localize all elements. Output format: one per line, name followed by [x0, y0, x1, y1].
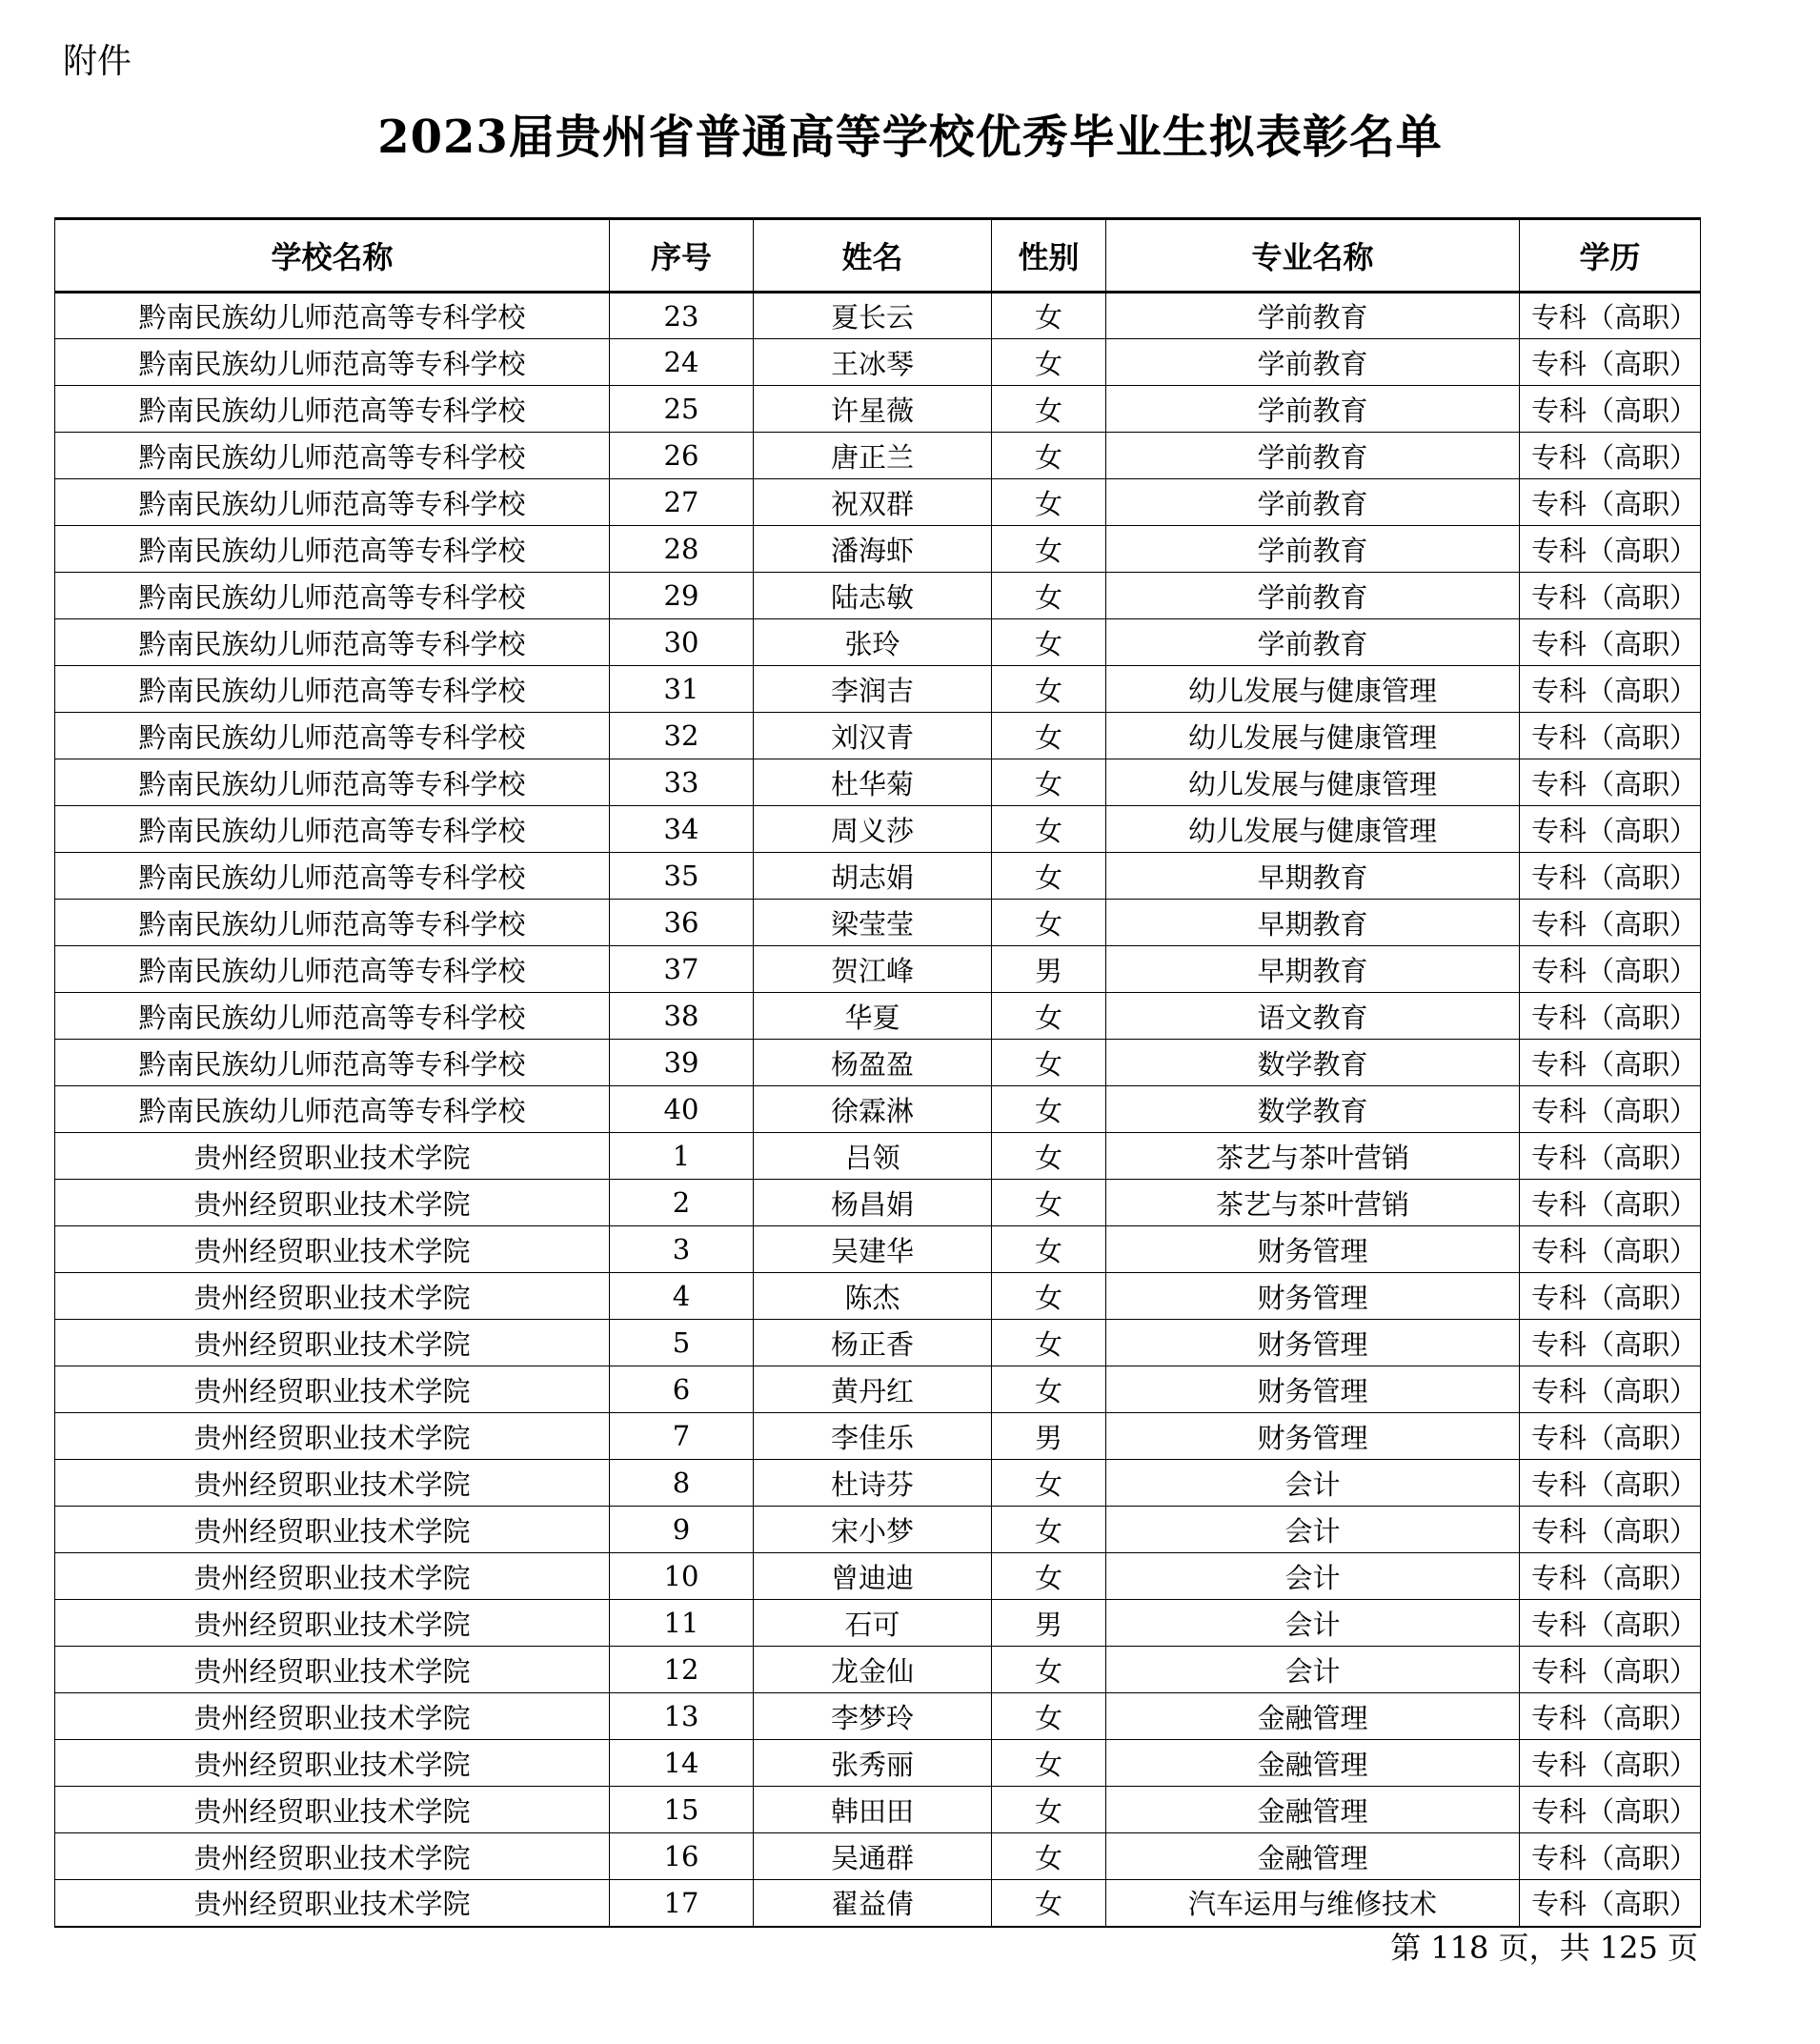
header-degree: 学历	[1520, 219, 1701, 293]
table-body	[55, 293, 1701, 1927]
cell-name: 潘海虾	[754, 526, 992, 573]
table-row	[55, 759, 1701, 806]
cell-serial-no: 2	[610, 1180, 754, 1226]
table-row	[55, 900, 1701, 946]
table-row	[55, 433, 1701, 479]
cell-serial-no: 8	[610, 1460, 754, 1507]
header-school: 学校名称	[55, 219, 610, 293]
cell-school: 贵州经贸职业技术学院	[55, 1273, 610, 1320]
cell-gender: 男	[992, 1413, 1106, 1460]
cell-gender: 女	[992, 573, 1106, 619]
cell-school: 黔南民族幼儿师范高等专科学校	[55, 339, 610, 386]
cell-major: 幼儿发展与健康管理	[1106, 713, 1520, 759]
cell-school: 黔南民族幼儿师范高等专科学校	[55, 853, 610, 900]
cell-degree: 专科（高职）	[1520, 1413, 1701, 1460]
table-row	[55, 1086, 1701, 1133]
cell-school: 贵州经贸职业技术学院	[55, 1460, 610, 1507]
header-row	[55, 219, 1701, 293]
cell-degree: 专科（高职）	[1520, 946, 1701, 993]
cell-degree: 专科（高职）	[1520, 1086, 1701, 1133]
cell-gender: 女	[992, 1833, 1106, 1880]
cell-school: 贵州经贸职业技术学院	[55, 1600, 610, 1647]
cell-school: 贵州经贸职业技术学院	[55, 1133, 610, 1180]
table-row	[55, 1180, 1701, 1226]
cell-gender: 女	[992, 1133, 1106, 1180]
cell-major: 金融管理	[1106, 1787, 1520, 1833]
cell-gender: 女	[992, 1693, 1106, 1740]
cell-degree: 专科（高职）	[1520, 759, 1701, 806]
cell-school: 黔南民族幼儿师范高等专科学校	[55, 1040, 610, 1086]
cell-name: 陈杰	[754, 1273, 992, 1320]
cell-major: 语文教育	[1106, 993, 1520, 1040]
cell-serial-no: 29	[610, 573, 754, 619]
cell-school: 贵州经贸职业技术学院	[55, 1553, 610, 1600]
table-header	[55, 219, 1701, 293]
cell-serial-no: 40	[610, 1086, 754, 1133]
cell-school: 黔南民族幼儿师范高等专科学校	[55, 993, 610, 1040]
cell-serial-no: 7	[610, 1413, 754, 1460]
cell-serial-no: 13	[610, 1693, 754, 1740]
table-row	[55, 666, 1701, 713]
cell-gender: 女	[992, 666, 1106, 713]
cell-school: 贵州经贸职业技术学院	[55, 1413, 610, 1460]
cell-major: 金融管理	[1106, 1833, 1520, 1880]
cell-degree: 专科（高职）	[1520, 293, 1701, 339]
cell-name: 吕领	[754, 1133, 992, 1180]
cell-gender: 男	[992, 1600, 1106, 1647]
cell-gender: 男	[992, 946, 1106, 993]
cell-degree: 专科（高职）	[1520, 1226, 1701, 1273]
cell-major: 学前教育	[1106, 479, 1520, 526]
cell-degree: 专科（高职）	[1520, 1180, 1701, 1226]
cell-serial-no: 11	[610, 1600, 754, 1647]
cell-serial-no: 17	[610, 1880, 754, 1927]
cell-degree: 专科（高职）	[1520, 1787, 1701, 1833]
cell-major: 茶艺与茶叶营销	[1106, 1180, 1520, 1226]
cell-serial-no: 9	[610, 1507, 754, 1553]
cell-name: 宋小梦	[754, 1507, 992, 1553]
cell-name: 王冰琴	[754, 339, 992, 386]
cell-name: 吴建华	[754, 1226, 992, 1273]
cell-gender: 女	[992, 293, 1106, 339]
cell-serial-no: 16	[610, 1833, 754, 1880]
cell-major: 财务管理	[1106, 1320, 1520, 1366]
table-row	[55, 806, 1701, 853]
cell-degree: 专科（高职）	[1520, 1693, 1701, 1740]
cell-degree: 专科（高职）	[1520, 1553, 1701, 1600]
cell-school: 贵州经贸职业技术学院	[55, 1740, 610, 1787]
cell-school: 贵州经贸职业技术学院	[55, 1366, 610, 1413]
cell-school: 黔南民族幼儿师范高等专科学校	[55, 806, 610, 853]
cell-major: 汽车运用与维修技术	[1106, 1880, 1520, 1927]
cell-serial-no: 31	[610, 666, 754, 713]
cell-gender: 女	[992, 1086, 1106, 1133]
cell-gender: 女	[992, 526, 1106, 573]
cell-name: 许星薇	[754, 386, 992, 433]
table-row	[55, 339, 1701, 386]
table-row	[55, 713, 1701, 759]
table-row	[55, 1366, 1701, 1413]
cell-name: 唐正兰	[754, 433, 992, 479]
cell-major: 财务管理	[1106, 1413, 1520, 1460]
cell-gender: 女	[992, 853, 1106, 900]
cell-serial-no: 36	[610, 900, 754, 946]
cell-degree: 专科（高职）	[1520, 526, 1701, 573]
table-row	[55, 386, 1701, 433]
cell-school: 黔南民族幼儿师范高等专科学校	[55, 573, 610, 619]
cell-name: 韩田田	[754, 1787, 992, 1833]
cell-gender: 女	[992, 479, 1106, 526]
cell-degree: 专科（高职）	[1520, 1647, 1701, 1693]
cell-degree: 专科（高职）	[1520, 1320, 1701, 1366]
cell-major: 学前教育	[1106, 433, 1520, 479]
cell-serial-no: 14	[610, 1740, 754, 1787]
cell-major: 早期教育	[1106, 900, 1520, 946]
header-major: 专业名称	[1106, 219, 1520, 293]
cell-degree: 专科（高职）	[1520, 806, 1701, 853]
cell-name: 杜华菊	[754, 759, 992, 806]
cell-degree: 专科（高职）	[1520, 713, 1701, 759]
cell-school: 黔南民族幼儿师范高等专科学校	[55, 479, 610, 526]
cell-serial-no: 4	[610, 1273, 754, 1320]
cell-school: 贵州经贸职业技术学院	[55, 1180, 610, 1226]
cell-major: 财务管理	[1106, 1273, 1520, 1320]
cell-gender: 女	[992, 1507, 1106, 1553]
cell-serial-no: 10	[610, 1553, 754, 1600]
cell-major: 财务管理	[1106, 1366, 1520, 1413]
cell-major: 会计	[1106, 1600, 1520, 1647]
cell-degree: 专科（高职）	[1520, 666, 1701, 713]
cell-degree: 专科（高职）	[1520, 619, 1701, 666]
cell-school: 黔南民族幼儿师范高等专科学校	[55, 759, 610, 806]
cell-major: 学前教育	[1106, 619, 1520, 666]
cell-serial-no: 3	[610, 1226, 754, 1273]
cell-serial-no: 38	[610, 993, 754, 1040]
table-row	[55, 853, 1701, 900]
cell-gender: 女	[992, 1647, 1106, 1693]
table-row	[55, 1553, 1701, 1600]
header-name: 姓名	[754, 219, 992, 293]
cell-name: 李润吉	[754, 666, 992, 713]
cell-major: 学前教育	[1106, 386, 1520, 433]
cell-name: 曾迪迪	[754, 1553, 992, 1600]
cell-name: 张秀丽	[754, 1740, 992, 1787]
cell-degree: 专科（高职）	[1520, 900, 1701, 946]
cell-name: 翟益倩	[754, 1880, 992, 1927]
cell-name: 胡志娟	[754, 853, 992, 900]
cell-name: 贺江峰	[754, 946, 992, 993]
table-row	[55, 1507, 1701, 1553]
cell-degree: 专科（高职）	[1520, 993, 1701, 1040]
table-row	[55, 1740, 1701, 1787]
cell-school: 黔南民族幼儿师范高等专科学校	[55, 666, 610, 713]
cell-name: 刘汉青	[754, 713, 992, 759]
cell-major: 茶艺与茶叶营销	[1106, 1133, 1520, 1180]
cell-gender: 女	[992, 386, 1106, 433]
cell-school: 黔南民族幼儿师范高等专科学校	[55, 526, 610, 573]
document-title: 2023届贵州省普通高等学校优秀毕业生拟表彰名单	[377, 111, 1443, 164]
cell-serial-no: 6	[610, 1366, 754, 1413]
cell-degree: 专科（高职）	[1520, 1833, 1701, 1880]
cell-gender: 女	[992, 993, 1106, 1040]
cell-school: 黔南民族幼儿师范高等专科学校	[55, 900, 610, 946]
table-row	[55, 1880, 1701, 1927]
cell-degree: 专科（高职）	[1520, 1740, 1701, 1787]
cell-name: 李佳乐	[754, 1413, 992, 1460]
table-row	[55, 526, 1701, 573]
cell-serial-no: 30	[610, 619, 754, 666]
attachment-label: 附件	[63, 42, 132, 81]
cell-degree: 专科（高职）	[1520, 1460, 1701, 1507]
cell-degree: 专科（高职）	[1520, 1880, 1701, 1927]
cell-degree: 专科（高职）	[1520, 1133, 1701, 1180]
table-row	[55, 1320, 1701, 1366]
cell-degree: 专科（高职）	[1520, 1600, 1701, 1647]
cell-gender: 女	[992, 806, 1106, 853]
cell-gender: 女	[992, 1320, 1106, 1366]
table-row	[55, 573, 1701, 619]
cell-school: 黔南民族幼儿师范高等专科学校	[55, 946, 610, 993]
table-row	[55, 946, 1701, 993]
cell-gender: 女	[992, 1880, 1106, 1927]
table-row	[55, 1693, 1701, 1740]
cell-name: 张玲	[754, 619, 992, 666]
cell-name: 夏长云	[754, 293, 992, 339]
cell-degree: 专科（高职）	[1520, 339, 1701, 386]
cell-gender: 女	[992, 900, 1106, 946]
cell-major: 财务管理	[1106, 1226, 1520, 1273]
cell-major: 学前教育	[1106, 526, 1520, 573]
table-row	[55, 1226, 1701, 1273]
cell-school: 黔南民族幼儿师范高等专科学校	[55, 713, 610, 759]
table-row	[55, 1647, 1701, 1693]
page-number: 第 118 页，共 125 页	[1390, 1930, 1698, 1966]
cell-gender: 女	[992, 1740, 1106, 1787]
header-serial-no: 序号	[610, 219, 754, 293]
cell-school: 黔南民族幼儿师范高等专科学校	[55, 619, 610, 666]
cell-gender: 女	[992, 339, 1106, 386]
cell-school: 贵州经贸职业技术学院	[55, 1787, 610, 1833]
cell-serial-no: 34	[610, 806, 754, 853]
header-gender: 性别	[992, 219, 1106, 293]
cell-school: 黔南民族幼儿师范高等专科学校	[55, 1086, 610, 1133]
cell-gender: 女	[992, 1553, 1106, 1600]
cell-name: 杜诗芬	[754, 1460, 992, 1507]
cell-major: 学前教育	[1106, 339, 1520, 386]
cell-gender: 女	[992, 759, 1106, 806]
cell-name: 石可	[754, 1600, 992, 1647]
cell-degree: 专科（高职）	[1520, 386, 1701, 433]
cell-major: 数学教育	[1106, 1086, 1520, 1133]
cell-gender: 女	[992, 1040, 1106, 1086]
cell-degree: 专科（高职）	[1520, 1507, 1701, 1553]
cell-name: 陆志敏	[754, 573, 992, 619]
cell-degree: 专科（高职）	[1520, 573, 1701, 619]
cell-major: 金融管理	[1106, 1693, 1520, 1740]
cell-serial-no: 24	[610, 339, 754, 386]
table-row	[55, 1460, 1701, 1507]
table-row	[55, 619, 1701, 666]
cell-school: 贵州经贸职业技术学院	[55, 1226, 610, 1273]
cell-major: 会计	[1106, 1460, 1520, 1507]
cell-serial-no: 37	[610, 946, 754, 993]
cell-major: 学前教育	[1106, 293, 1520, 339]
cell-serial-no: 5	[610, 1320, 754, 1366]
cell-serial-no: 1	[610, 1133, 754, 1180]
cell-gender: 女	[992, 1226, 1106, 1273]
cell-major: 学前教育	[1106, 573, 1520, 619]
cell-gender: 女	[992, 619, 1106, 666]
cell-gender: 女	[992, 1460, 1106, 1507]
cell-degree: 专科（高职）	[1520, 1366, 1701, 1413]
cell-gender: 女	[992, 1273, 1106, 1320]
cell-school: 贵州经贸职业技术学院	[55, 1833, 610, 1880]
cell-serial-no: 39	[610, 1040, 754, 1086]
table-row	[55, 1133, 1701, 1180]
cell-gender: 女	[992, 1180, 1106, 1226]
cell-school: 贵州经贸职业技术学院	[55, 1693, 610, 1740]
cell-major: 幼儿发展与健康管理	[1106, 759, 1520, 806]
cell-gender: 女	[992, 713, 1106, 759]
table-row	[55, 1040, 1701, 1086]
cell-serial-no: 12	[610, 1647, 754, 1693]
cell-degree: 专科（高职）	[1520, 479, 1701, 526]
cell-major: 会计	[1106, 1507, 1520, 1553]
cell-school: 贵州经贸职业技术学院	[55, 1880, 610, 1927]
cell-name: 徐霖淋	[754, 1086, 992, 1133]
table-row	[55, 1273, 1701, 1320]
cell-major: 数学教育	[1106, 1040, 1520, 1086]
cell-name: 梁莹莹	[754, 900, 992, 946]
cell-degree: 专科（高职）	[1520, 853, 1701, 900]
cell-serial-no: 27	[610, 479, 754, 526]
cell-serial-no: 15	[610, 1787, 754, 1833]
cell-serial-no: 32	[610, 713, 754, 759]
cell-school: 黔南民族幼儿师范高等专科学校	[55, 433, 610, 479]
cell-gender: 女	[992, 1787, 1106, 1833]
cell-school: 贵州经贸职业技术学院	[55, 1647, 610, 1693]
table-row	[55, 479, 1701, 526]
table-row	[55, 293, 1701, 339]
cell-school: 黔南民族幼儿师范高等专科学校	[55, 386, 610, 433]
cell-school: 贵州经贸职业技术学院	[55, 1320, 610, 1366]
cell-degree: 专科（高职）	[1520, 1273, 1701, 1320]
cell-name: 李梦玲	[754, 1693, 992, 1740]
cell-name: 杨昌娟	[754, 1180, 992, 1226]
table-row	[55, 993, 1701, 1040]
cell-school: 贵州经贸职业技术学院	[55, 1507, 610, 1553]
cell-major: 会计	[1106, 1647, 1520, 1693]
cell-major: 幼儿发展与健康管理	[1106, 806, 1520, 853]
cell-major: 会计	[1106, 1553, 1520, 1600]
cell-serial-no: 28	[610, 526, 754, 573]
cell-name: 华夏	[754, 993, 992, 1040]
cell-school: 黔南民族幼儿师范高等专科学校	[55, 293, 610, 339]
cell-major: 早期教育	[1106, 853, 1520, 900]
cell-name: 杨盈盈	[754, 1040, 992, 1086]
cell-degree: 专科（高职）	[1520, 433, 1701, 479]
table-row	[55, 1787, 1701, 1833]
cell-name: 龙金仙	[754, 1647, 992, 1693]
cell-name: 黄丹红	[754, 1366, 992, 1413]
table-row	[55, 1600, 1701, 1647]
cell-gender: 女	[992, 1366, 1106, 1413]
cell-serial-no: 33	[610, 759, 754, 806]
cell-serial-no: 25	[610, 386, 754, 433]
cell-serial-no: 35	[610, 853, 754, 900]
table-row	[55, 1833, 1701, 1880]
cell-major: 幼儿发展与健康管理	[1106, 666, 1520, 713]
cell-major: 早期教育	[1106, 946, 1520, 993]
table-row	[55, 1413, 1701, 1460]
cell-serial-no: 23	[610, 293, 754, 339]
honor-roster-table	[54, 217, 1701, 1928]
cell-serial-no: 26	[610, 433, 754, 479]
cell-name: 杨正香	[754, 1320, 992, 1366]
cell-major: 金融管理	[1106, 1740, 1520, 1787]
cell-name: 吴通群	[754, 1833, 992, 1880]
cell-degree: 专科（高职）	[1520, 1040, 1701, 1086]
cell-gender: 女	[992, 433, 1106, 479]
cell-name: 周义莎	[754, 806, 992, 853]
cell-name: 祝双群	[754, 479, 992, 526]
